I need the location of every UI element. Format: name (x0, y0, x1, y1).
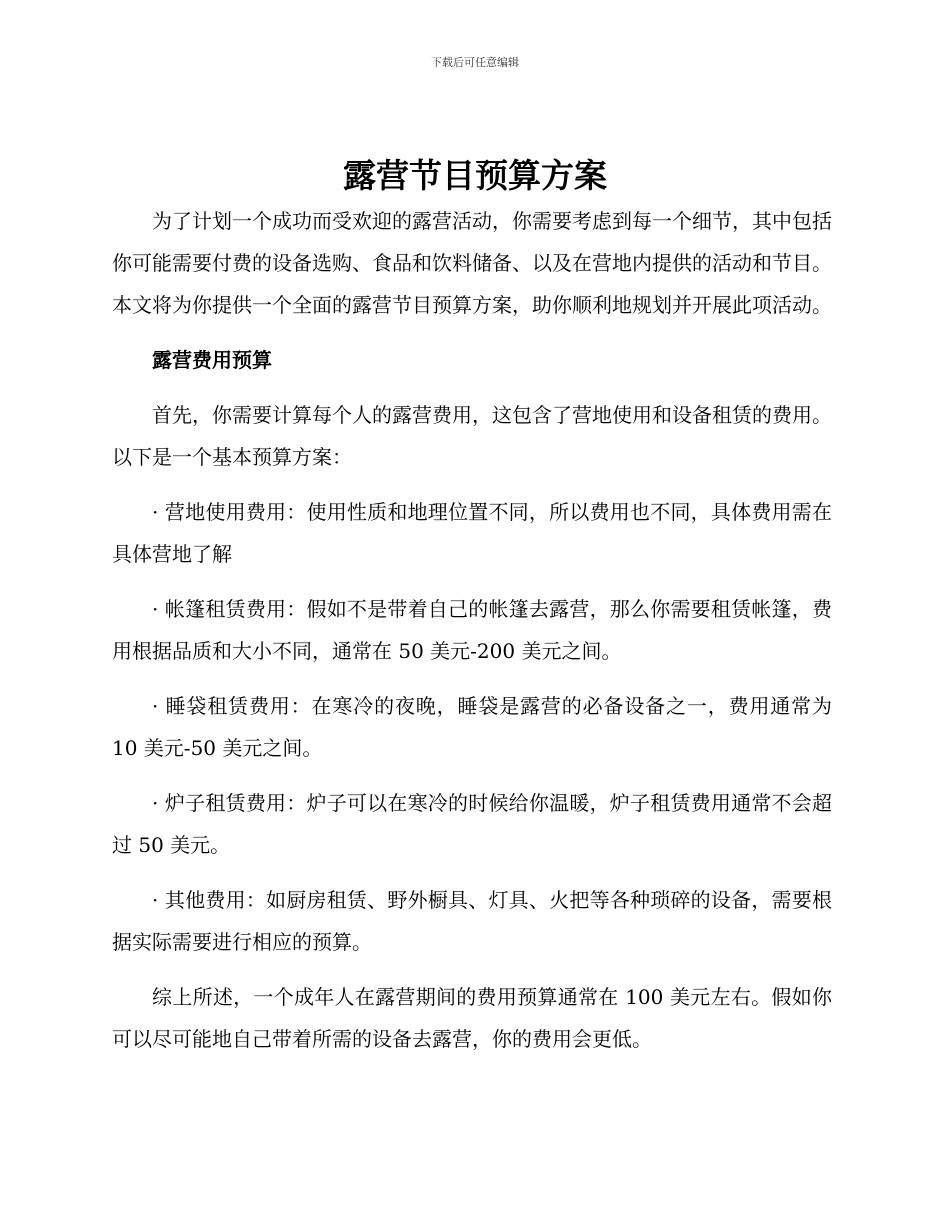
list-item-sleeping-bag-rental: · 睡袋租赁费用：在寒冷的夜晚，睡袋是露营的必备设备之一，费用通常为 10 美元-50 美元之间。 (112, 694, 832, 760)
document-body (112, 200, 832, 1060)
section-heading: 露营费用预算 (152, 348, 272, 372)
list-item-tent-rental: · 帐篷租赁费用：假如不是带着自己的帐篷去露营，那么你需要租赁帐篷，费用根据品质和大小不同，通常在 50 美元-200 美元之间。 (112, 597, 832, 663)
section-intro-paragraph: 首先，你需要计算每个人的露营费用，这包含了营地使用和设备租赁的费用。以下是一个基本预算方案： (112, 403, 832, 469)
list-item-other-costs: · 其他费用：如厨房租赁、野外橱具、灯具、火把等各种琐碎的设备，需要根据实际需要进行相应的预算。 (112, 888, 832, 954)
intro-paragraph: 为了计划一个成功而受欢迎的露营活动，你需要考虑到每一个细节，其中包括你可能需要付费的设备选购、食品和饮料储备、以及在营地内提供的活动和节目。本文将为你提供一个全面的露营节目预算方案，助你顺利地规划并开展此项活动。 (112, 209, 832, 317)
document-title: 露营节目预算方案 (343, 156, 607, 195)
conclusion-paragraph: 综上所述，一个成年人在露营期间的费用预算通常在 100 美元左右。假如你可以尽可能地自己带着所需的设备去露营，你的费用会更低。 (112, 985, 832, 1051)
list-item-stove-rental: · 炉子租赁费用：炉子可以在寒冷的时候给你温暖，炉子租赁费用通常不会超过 50 美元。 (112, 791, 832, 857)
page-header-note: 下载后可任意编辑 (431, 56, 519, 69)
list-item-campsite-fee: · 营地使用费用：使用性质和地理位置不同，所以费用也不同，具体费用需在具体营地了解 (112, 500, 832, 566)
